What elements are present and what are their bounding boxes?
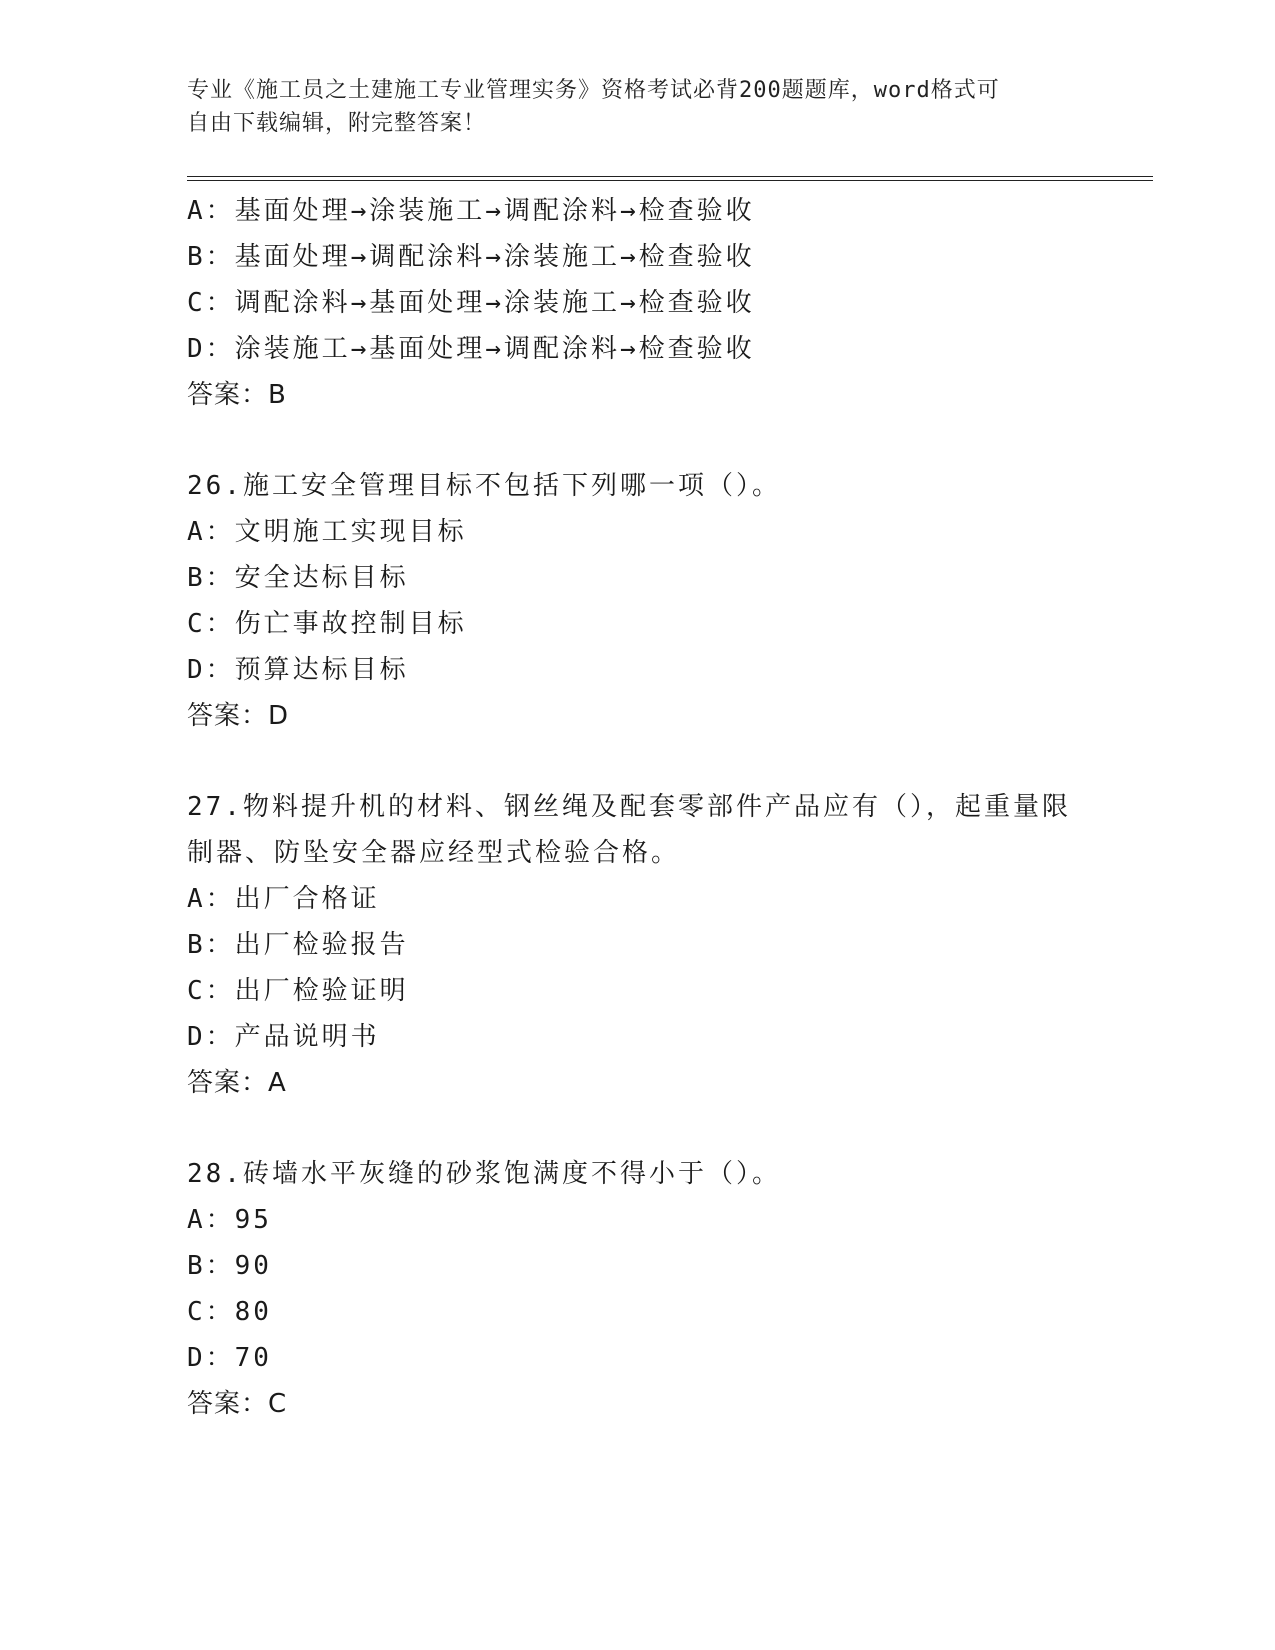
spacer [187,418,1087,463]
option-a: A：文明施工实现目标 [187,517,467,547]
question-28 [187,1151,1087,1427]
question-25 [187,188,1087,418]
question-27 [187,784,1087,1106]
option-b: B：90 [187,1251,272,1281]
answer: 答案：D [187,701,290,731]
header-title-line-1: 专业《施工员之土建施工专业管理实务》资格考试必背200题题库，word格式可 [187,78,1000,103]
option-a: A：出厂合格证 [187,884,380,914]
question-text: 26.施工安全管理目标不包括下列哪一项（）。 [187,471,781,501]
answer: 答案：A [187,1068,287,1098]
answer: 答案：C [187,1389,288,1419]
option-c: C：调配涂料→基面处理→涂装施工→检查验收 [187,288,755,318]
option-d: D：70 [187,1343,272,1373]
option-d: D：预算达标目标 [187,655,409,685]
answer: 答案：B [187,380,287,410]
header-title-line-2: 自由下载编辑，附完整答案！ [187,111,487,136]
option-b: B：基面处理→调配涂料→涂装施工→检查验收 [187,242,755,272]
document-header [187,74,1067,140]
option-d: D：涂装施工→基面处理→调配涂料→检查验收 [187,334,755,364]
option-d: D：产品说明书 [187,1022,380,1052]
spacer [187,739,1087,784]
header-divider [187,176,1153,181]
option-c: C：80 [187,1297,272,1327]
question-text: 28.砖墙水平灰缝的砂浆饱满度不得小于（）。 [187,1159,781,1189]
option-b: B：安全达标目标 [187,563,409,593]
question-text-line-2: 制器、防坠安全器应经型式检验合格。 [187,838,681,868]
option-c: C：出厂检验证明 [187,976,409,1006]
option-a: A：基面处理→涂装施工→调配涂料→检查验收 [187,196,755,226]
option-a: A：95 [187,1205,272,1235]
option-c: C：伤亡事故控制目标 [187,609,467,639]
spacer [187,1106,1087,1151]
question-list [187,188,1087,1427]
question-26 [187,463,1087,739]
option-b: B：出厂检验报告 [187,930,409,960]
question-text-line-1: 27.物料提升机的材料、钢丝绳及配套零部件产品应有（），起重量限 [187,792,1071,822]
